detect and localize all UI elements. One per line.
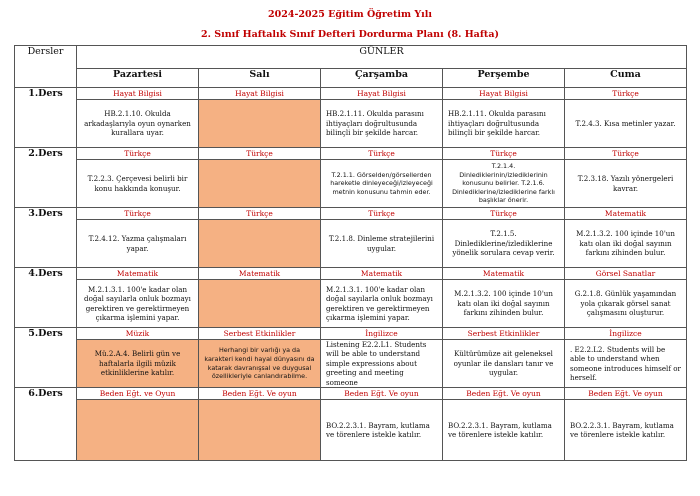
- outcome-text: Kültürümüze ait geleneksel oyunlar ile dansları tanır ve uygular.: [453, 349, 554, 378]
- subject-label: Beden Eğt. Ve oyun: [443, 388, 564, 400]
- outcome-text: HB.2.1.11. Okulda parasını ihtiyaçları doğrultusunda bilinçli bir şekilde harcar.: [448, 109, 546, 138]
- outcome-text: BO.2.2.3.1. Bayram, kutlama ve törenlere istekle katılır.: [448, 420, 552, 439]
- lesson-cell: [565, 328, 687, 388]
- lesson-cell: [443, 388, 565, 461]
- outcome-text: Herhangi bir varlığı ya da karakteri kendi hayal dünyasını da katarak davranışsal ve duygusal özellikleriyle canlandırabilme.: [199, 340, 320, 387]
- lesson-label: 1.Ders: [15, 88, 77, 148]
- lesson-label: 4.Ders: [15, 268, 77, 328]
- subject-label: Matematik: [443, 268, 564, 280]
- lesson-cell: [77, 388, 199, 461]
- subject-label: Türkçe: [443, 208, 564, 220]
- outcome-text: HB.2.1.11. Okulda parasını ihtiyaçları doğrultusunda bilinçli bir şekilde harcar.: [326, 109, 424, 138]
- outcome-text: G.2.1.8. Günlük yaşamından yola çıkarak görsel sanat çalışmasını oluşturur.: [574, 289, 677, 318]
- outcome-text: [199, 220, 320, 267]
- lesson-row: [15, 388, 687, 461]
- lesson-cell: [443, 148, 565, 208]
- outcome-text: . E2.2.L2. Students will be able to understand when someone introduces himself or herself.: [570, 344, 681, 382]
- lesson-cell: [321, 388, 443, 461]
- subject-label: Beden Eğt. ve Oyun: [77, 388, 198, 400]
- subject-label: Türkçe: [77, 208, 198, 220]
- outcome-text: M.2.1.3.1. 100'e kadar olan doğal sayılarla onluk bozmayı gerektiren ve gerektirmeyen çıkarma işlemini yapar.: [326, 284, 433, 322]
- subject-label: Matematik: [199, 268, 320, 280]
- outcome-text: [199, 100, 320, 147]
- lesson-row: [15, 88, 687, 148]
- subject-label: Beden Eğt. Ve oyun: [199, 388, 320, 400]
- outcome-text: [199, 280, 320, 327]
- lesson-cell: [199, 148, 321, 208]
- lesson-cell: [443, 268, 565, 328]
- lesson-row: [15, 148, 687, 208]
- outcome-text: T.2.2.3. Çerçevesi belirli bir konu hakkında konuşur.: [87, 174, 188, 193]
- day-carsamba: Çarşamba: [321, 69, 443, 88]
- outcome-text: T.2.1.5. Dinlediklerine/izlediklerine yönelik sorulara cevap verir.: [452, 229, 555, 258]
- dersler-header: Dersler: [15, 46, 77, 88]
- lesson-cell: [565, 388, 687, 461]
- lesson-cell: [321, 208, 443, 268]
- subject-label: Beden Eğt. Ve oyun: [321, 388, 442, 400]
- lesson-label: 3.Ders: [15, 208, 77, 268]
- lesson-row: [15, 268, 687, 328]
- day-persembe: Perşembe: [443, 69, 565, 88]
- lesson-cell: [199, 88, 321, 148]
- lesson-cell: [199, 208, 321, 268]
- subject-label: İngilizce: [565, 328, 686, 340]
- lesson-cell: [443, 328, 565, 388]
- outcome-text: T.2.1.4. Dinlediklerinin/izlediklerinin konusunu belirler. T.2.1.6. Dinlediklerine/izlediklerine farklı başlıklar önerir.: [452, 162, 555, 205]
- subject-label: Matematik: [565, 208, 686, 220]
- outcome-text: M.2.1.3.2. 100 içinde 10'un katı olan iki doğal sayının farkını zihinden bulur.: [576, 229, 675, 258]
- subject-label: Hayat Bilgisi: [443, 88, 564, 100]
- lesson-cell: [77, 208, 199, 268]
- outcome-text: T.2.4.12. Yazma çalışmaları yapar.: [88, 234, 187, 253]
- lesson-cell: [77, 328, 199, 388]
- outcome-text: M.2.1.3.1. 100'e kadar olan doğal sayılarla onluk bozmayı gerektiren ve gerektirmeyen çıkarma işlemini yapar.: [84, 284, 191, 322]
- days-header-row: [15, 69, 687, 88]
- plan-year-title: 2024-2025 Eğitim Öğretim Yılı: [268, 9, 432, 20]
- lesson-cell: [77, 88, 199, 148]
- lesson-cell: [199, 388, 321, 461]
- lesson-cell: [77, 268, 199, 328]
- outcome-text: T.2.4.3. Kısa metinler yazar.: [575, 118, 676, 128]
- lesson-row: [15, 208, 687, 268]
- lesson-cell: [565, 208, 687, 268]
- day-cuma: Cuma: [565, 69, 687, 88]
- lesson-cell: [199, 328, 321, 388]
- weekly-plan-table: [14, 45, 687, 461]
- lesson-cell: [565, 148, 687, 208]
- subject-label: Matematik: [77, 268, 198, 280]
- gunler-header: GÜNLER: [77, 46, 687, 69]
- outcome-text: T.2.1.8. Dinleme stratejilerini uygular.: [328, 234, 435, 253]
- subject-label: Beden Eğt. Ve oyun: [565, 388, 686, 400]
- subject-label: Hayat Bilgisi: [77, 88, 198, 100]
- subject-label: Görsel Sanatlar: [565, 268, 686, 280]
- lesson-cell: [321, 148, 443, 208]
- outcome-text: BO.2.2.3.1. Bayram, kutlama ve törenlere istekle katılır.: [570, 420, 674, 439]
- lesson-cell: [565, 268, 687, 328]
- lesson-cell: [565, 88, 687, 148]
- subject-label: Türkçe: [443, 148, 564, 160]
- outcome-text: [199, 400, 320, 460]
- lesson-row: [15, 328, 687, 388]
- subject-label: Türkçe: [199, 208, 320, 220]
- subject-label: Hayat Bilgisi: [199, 88, 320, 100]
- lesson-cell: [321, 268, 443, 328]
- outcome-text: HB.2.1.10. Okulda arkadaşlarıyla oyun oynarken kurallara uyar.: [84, 109, 191, 138]
- lesson-cell: [77, 148, 199, 208]
- lesson-cell: [321, 328, 443, 388]
- outcome-text: BO.2.2.3.1. Bayram, kutlama ve törenlere istekle katılır.: [326, 420, 430, 439]
- lesson-label: 2.Ders: [15, 148, 77, 208]
- lesson-cell: [443, 88, 565, 148]
- subject-label: Türkçe: [565, 148, 686, 160]
- lesson-cell: [443, 208, 565, 268]
- outcome-text: T.2.1.1. Görselden/görsellerden hareketle dinleyeceği/izleyeceği metnin konusunu tahmin eder.: [330, 170, 433, 196]
- subject-label: Türkçe: [321, 148, 442, 160]
- lesson-label: 5.Ders: [15, 328, 77, 388]
- subject-label: Türkçe: [77, 148, 198, 160]
- outcome-text: [199, 160, 320, 207]
- subject-label: Hayat Bilgisi: [321, 88, 442, 100]
- subject-label: Türkçe: [565, 88, 686, 100]
- subject-label: Serbest Etkinlikler: [199, 328, 320, 340]
- outcome-text: Listening E2.2.L1. Students will be able to understand simple expressions about greeting and meeting someone: [326, 340, 427, 387]
- day-pazartesi: Pazartesi: [77, 69, 199, 88]
- lesson-label: 6.Ders: [15, 388, 77, 461]
- subject-label: İngilizce: [321, 328, 442, 340]
- outcome-text: [77, 400, 198, 460]
- outcome-text: T.2.3.18. Yazılı yönergeleri kavrar.: [577, 174, 674, 193]
- subject-label: Matematik: [321, 268, 442, 280]
- lesson-cell: [321, 88, 443, 148]
- outcome-text: M.2.1.3.2. 100 içinde 10'un katı olan iki doğal sayının farkını zihinden bulur.: [454, 289, 553, 318]
- outcome-text: Mü.2.A.4. Belirli gün ve haftalarla ilgili müzik etkinliklerine katılır.: [77, 340, 198, 387]
- subject-label: Serbest Etkinlikler: [443, 328, 564, 340]
- day-sali: Salı: [199, 69, 321, 88]
- subject-label: Türkçe: [321, 208, 442, 220]
- subject-label: Türkçe: [199, 148, 320, 160]
- plan-subtitle: 2. Sınıf Haftalık Sınıf Defteri Dordurma Planı (8. Hafta): [201, 29, 499, 40]
- subject-label: Müzik: [77, 328, 198, 340]
- lesson-cell: [199, 268, 321, 328]
